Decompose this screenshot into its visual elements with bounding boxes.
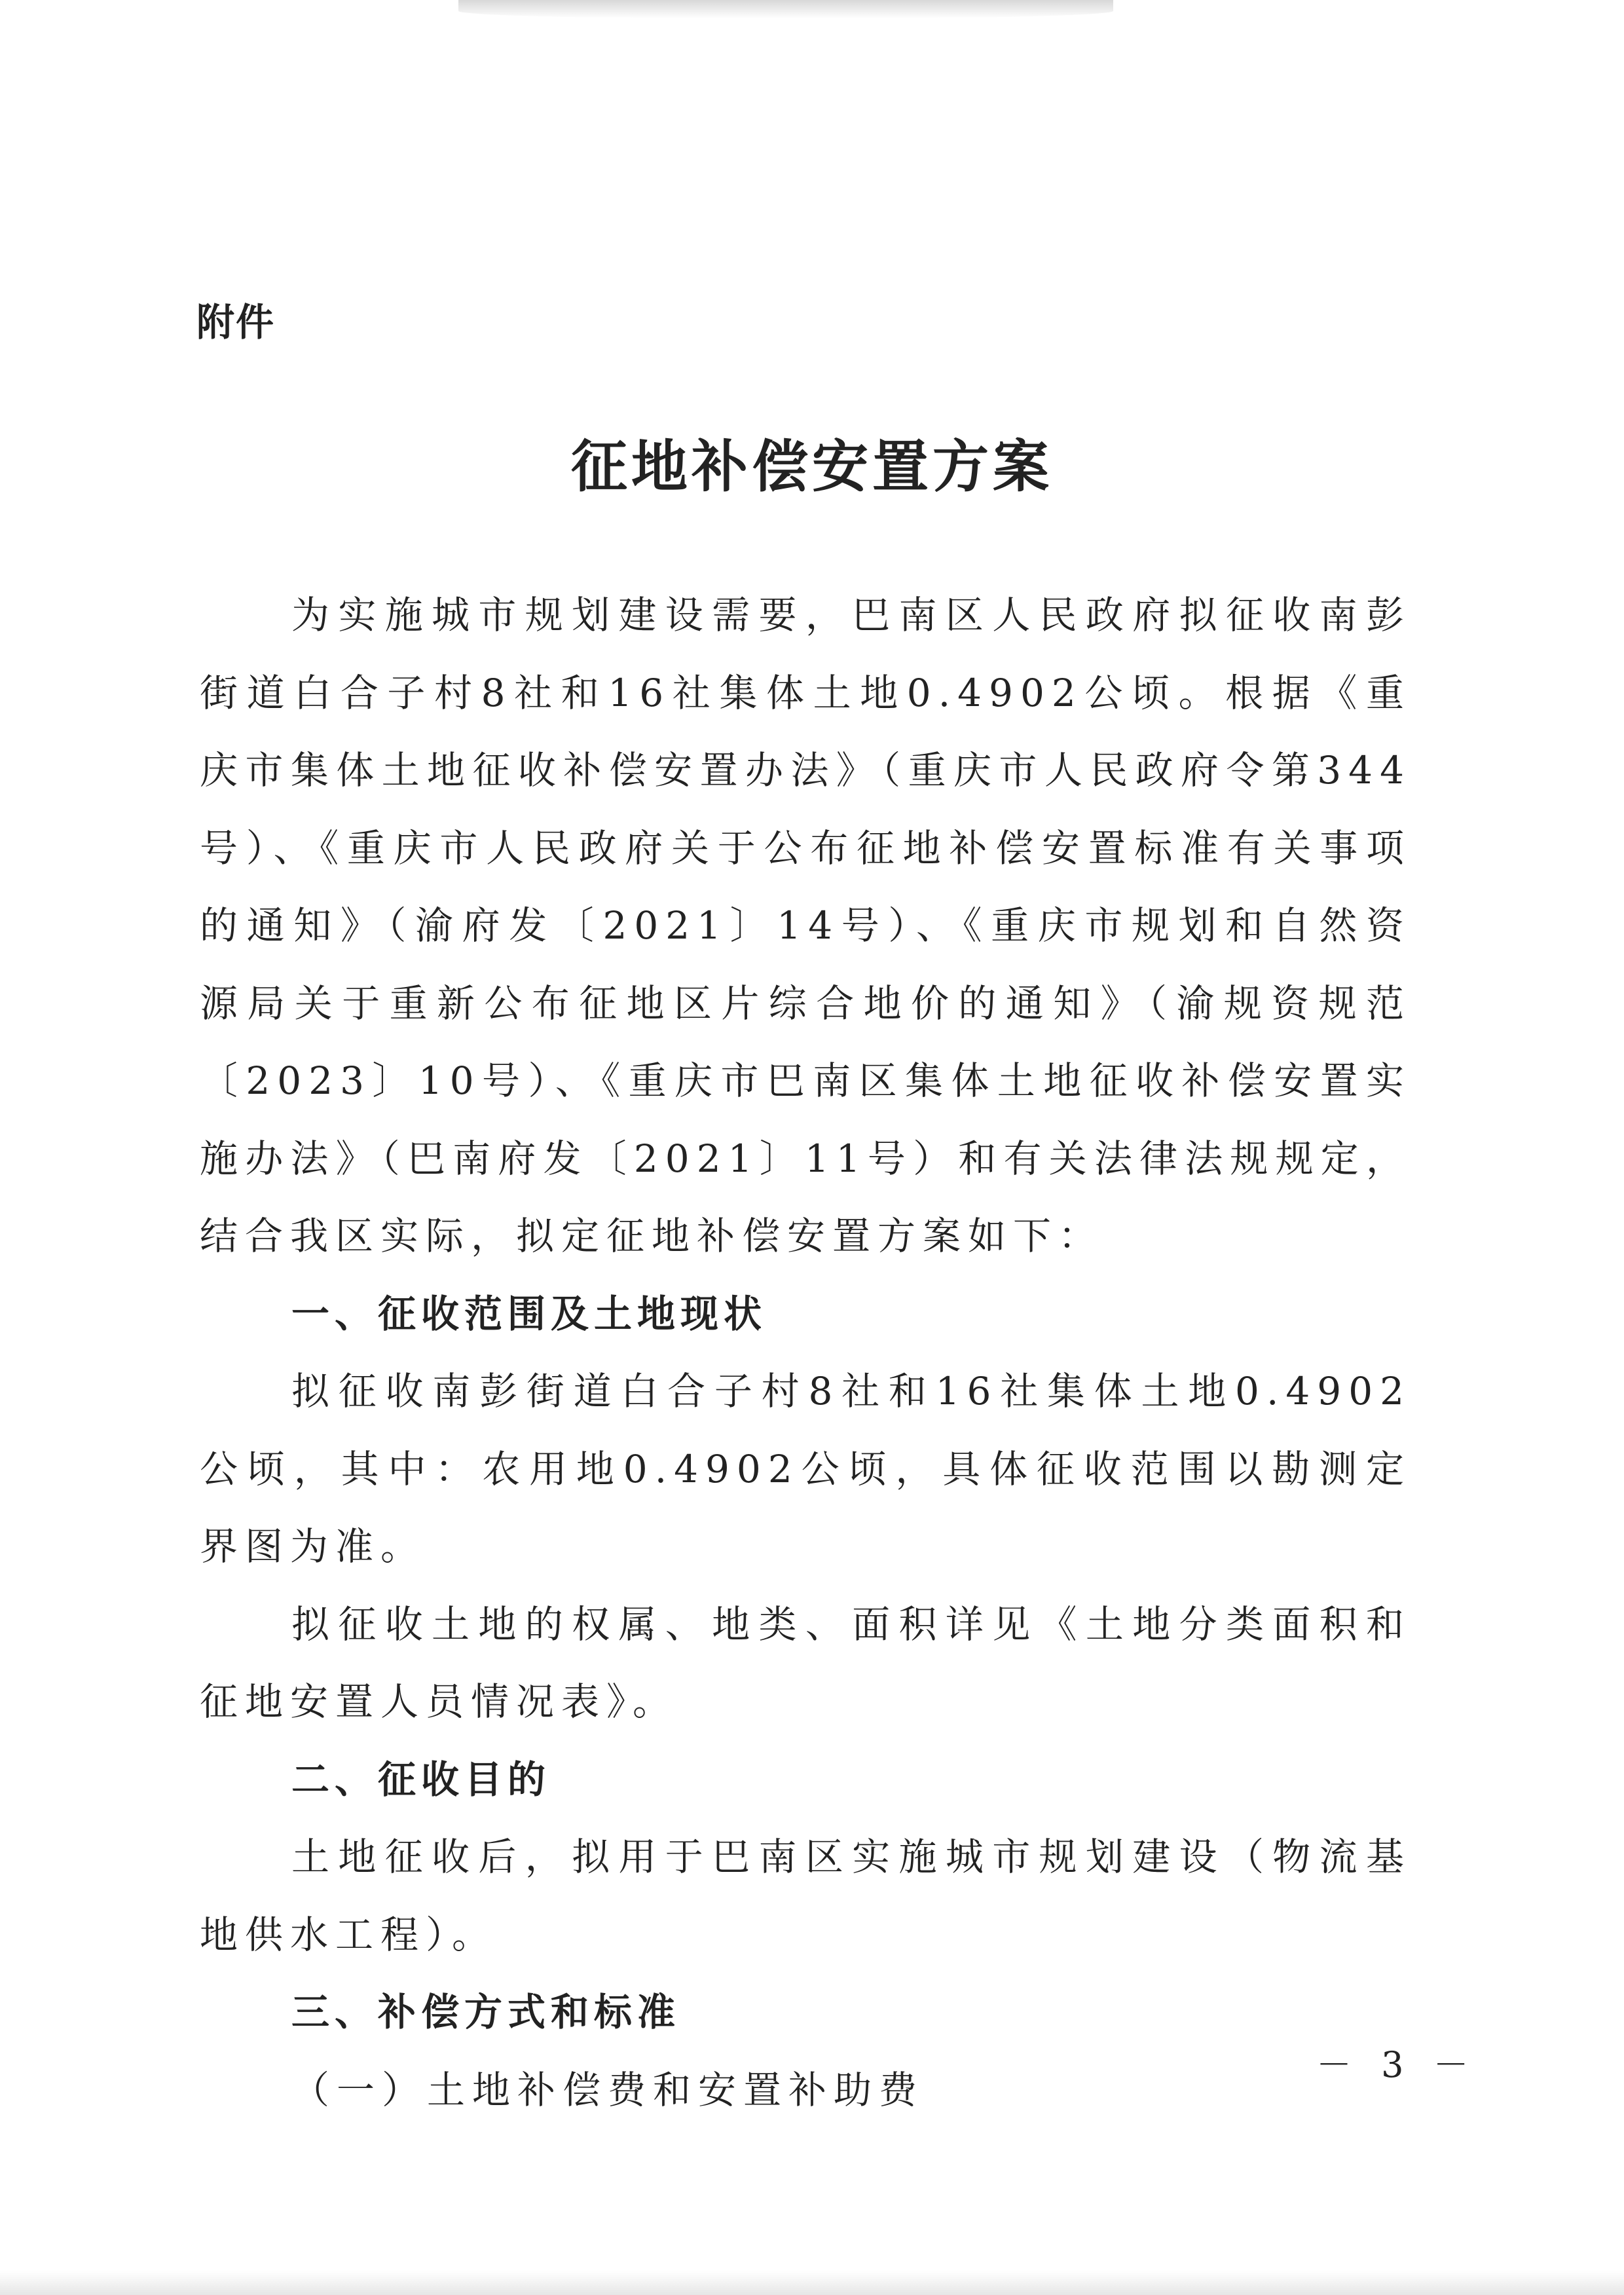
section-heading-scope: 一、征收范围及土地现状 <box>291 1291 767 1336</box>
scan-shadow-top <box>458 0 1113 18</box>
attachment-label: 附件 <box>196 300 276 345</box>
section-heading-compensation: 三、补偿方式和标准 <box>291 1990 681 2034</box>
document-body <box>200 576 1411 2129</box>
section-purpose-paragraph: 土地征收后，拟用于巴南区实施城市规划建设（物流基地供水工程）。 <box>200 1835 1411 1957</box>
section-scope-paragraph-2: 拟征收土地的权属、地类、面积详见《土地分类面积和征地安置人员情况表》。 <box>200 1601 1411 1724</box>
section-scope-paragraph-1: 拟征收南彭街道白合子村8社和16社集体土地0.4902公顷，其中：农用地0.4902公顷，具体征收范围以勘测定界图为准。 <box>200 1369 1411 1569</box>
document-title: 征地补偿安置方案 <box>571 434 1053 500</box>
intro-paragraph: 为实施城市规划建设需要，巴南区人民政府拟征收南彭街道白合子村8社和16社集体土地0.4902公顷。根据《重庆市集体土地征收补偿安置办法》（重庆市人民政府令第344号）、《重庆市人民政府关于公布征地补偿安置标准有关事项的通知》（渝府发〔2021〕14号）、《重庆市规划和自然资源局关于重新公布征地区片综合地价的通知》（渝规资规范〔2023〕10号）、《重庆市巴南区集体土地征收补偿安置实施办法》（巴南府发〔2021〕11号）和有关法律法规规定，结合我区实际，拟定征地补偿安置方案如下： <box>200 593 1411 1258</box>
page-number: － 3 － <box>1316 2044 1478 2085</box>
scan-shadow-bottom <box>0 2271 1624 2295</box>
section-heading-purpose: 二、征收目的 <box>291 1757 551 1802</box>
subsection-heading-land-compensation: （一）土地补偿费和安置补助费 <box>291 2067 925 2112</box>
